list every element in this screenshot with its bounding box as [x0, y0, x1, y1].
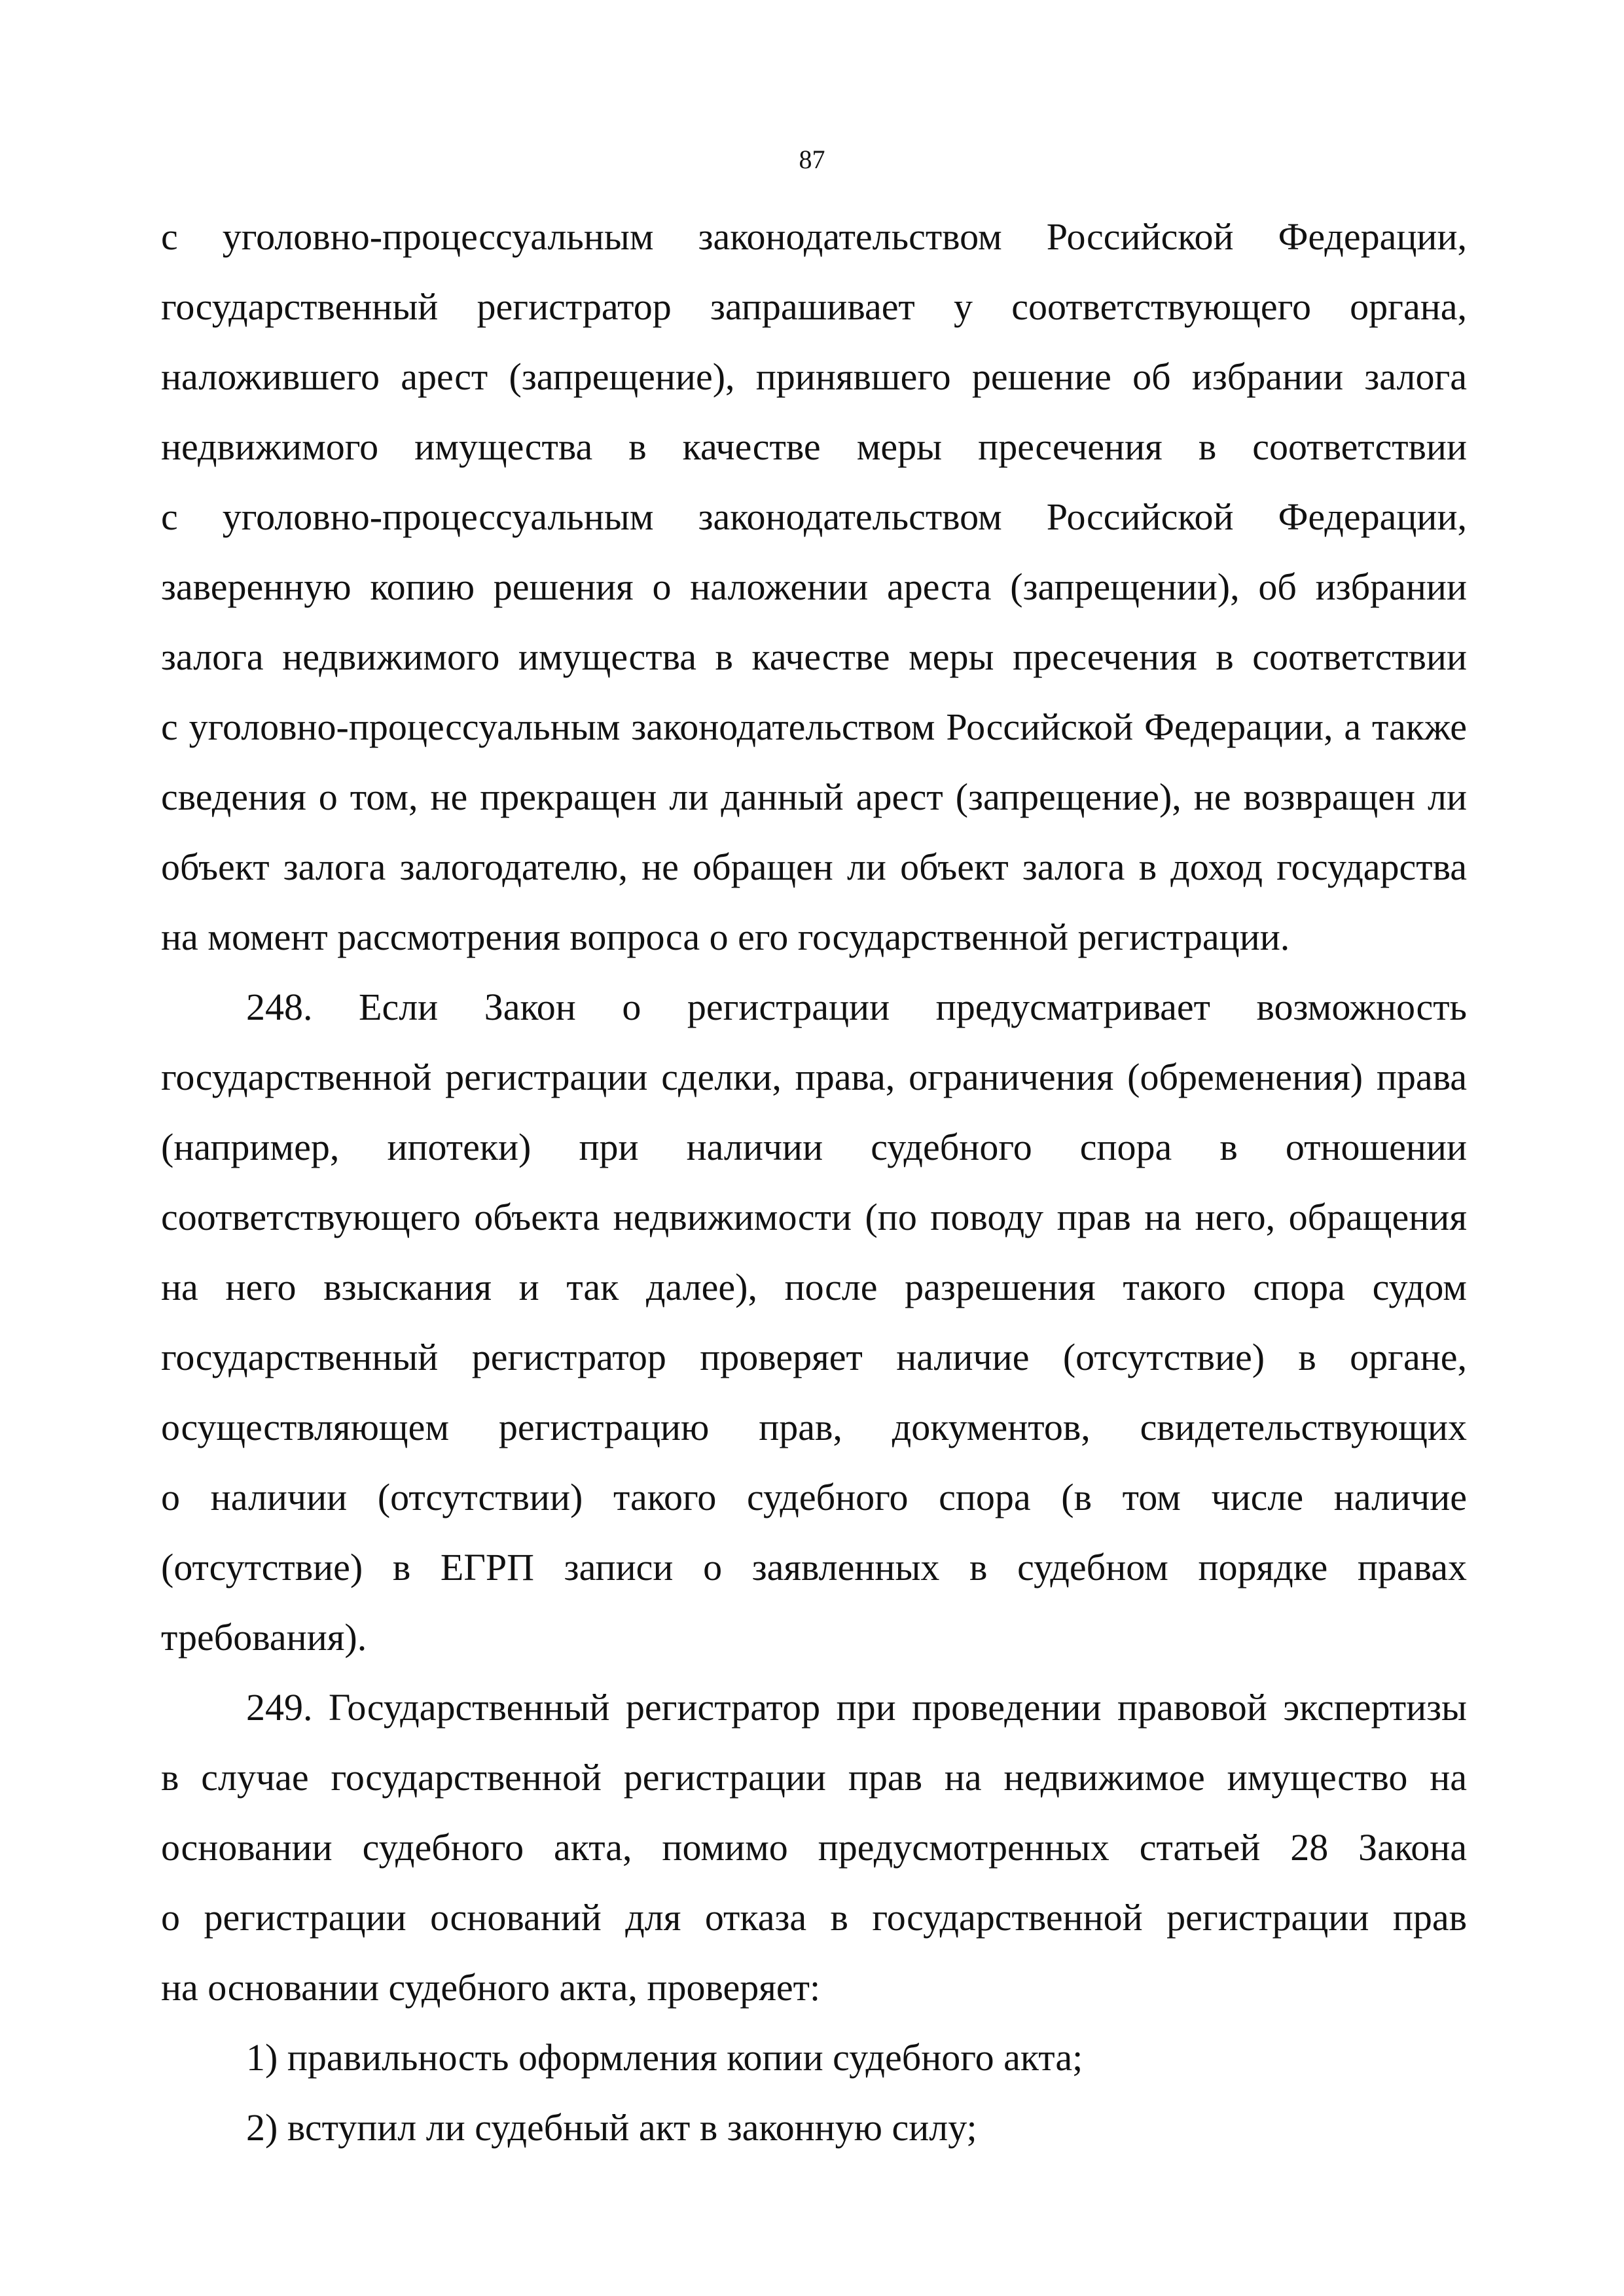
text-line: 2) вступил ли судебный акт в законную силу; — [246, 2106, 977, 2149]
text-line: 249. Государственный регистратор при проведении правовой экспертизы — [246, 1686, 1467, 1729]
text-line: 248. Если Закон о регистрации предусматривает возможность — [246, 986, 1467, 1028]
text-line: о регистрации оснований для отказа в государственной регистрации прав — [161, 1896, 1467, 1939]
text-line: сведения о том, не прекращен ли данный арест (запрещение), не возвращен ли — [161, 776, 1467, 818]
text-line: объект залога залогодателю, не обращен ли объект залога в доход государства — [161, 846, 1467, 888]
text-line: наложившего арест (запрещение), принявшего решение об избрании залога — [161, 355, 1467, 398]
text-line: залога недвижимого имущества в качестве меры пресечения в соответствии — [161, 636, 1467, 678]
text-line: недвижимого имущества в качестве меры пресечения в соответствии — [161, 425, 1467, 468]
text-line: на момент рассмотрения вопроса о его государственной регистрации. — [161, 916, 1290, 958]
text-line: требования). — [161, 1616, 367, 1659]
text-line: с уголовно-процессуальным законодательством Российской Федерации, — [161, 495, 1467, 538]
text-line: 1) правильность оформления копии судебного акта; — [246, 2036, 1083, 2079]
text-line: о наличии (отсутствии) такого судебного спора (в том числе наличие — [161, 1476, 1467, 1518]
text-line: на него взыскания и так далее), после разрешения такого спора судом — [161, 1266, 1467, 1308]
text-line: на основании судебного акта, проверяет: — [161, 1966, 821, 2009]
text-line: в случае государственной регистрации прав на недвижимое имущество на — [161, 1756, 1467, 1799]
text-line: (например, ипотеки) при наличии судебного спора в отношении — [161, 1126, 1467, 1168]
text-line: соответствующего объекта недвижимости (по поводу прав на него, обращения — [161, 1196, 1467, 1238]
text-line: заверенную копию решения о наложении ареста (запрещении), об избрании — [161, 565, 1467, 608]
document-body — [161, 202, 1467, 2162]
text-line: с уголовно-процессуальным законодательством Российской Федерации, — [161, 215, 1467, 258]
text-line: (отсутствие) в ЕГРП записи о заявленных в судебном порядке правах — [161, 1546, 1467, 1588]
page-number: 87 — [799, 145, 825, 174]
text-line: государственной регистрации сделки, права, ограничения (обременения) права — [161, 1056, 1467, 1098]
text-line: государственный регистратор проверяет наличие (отсутствие) в органе, — [161, 1336, 1467, 1378]
text-line: осуществляющем регистрацию прав, документов, свидетельствующих — [161, 1406, 1467, 1448]
text-line: основании судебного акта, помимо предусмотренных статьей 28 Закона — [161, 1826, 1467, 1869]
text-line: с уголовно-процессуальным законодательством Российской Федерации, а также — [161, 706, 1467, 748]
text-line: государственный регистратор запрашивает у соответствующего органа, — [161, 285, 1467, 328]
